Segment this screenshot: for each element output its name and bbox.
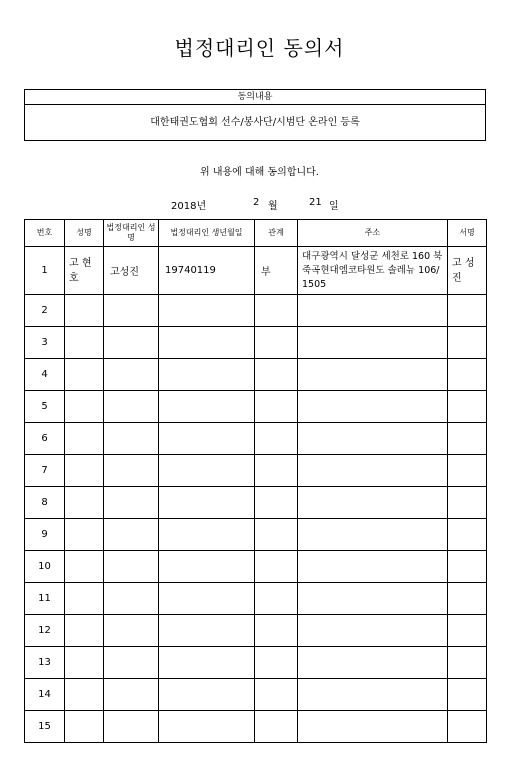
header-guardian-birthdate: 법정대리인 생년월일 [159, 220, 255, 247]
relation-cell [255, 519, 298, 551]
table-row [25, 583, 487, 615]
guardian-name-cell: 고성진 [104, 247, 159, 295]
row-number: 15 [25, 711, 65, 743]
relation-cell: 부 [255, 247, 298, 295]
relation-cell [255, 615, 298, 647]
guardian-name-cell [104, 519, 159, 551]
student-name-cell [65, 551, 104, 583]
signature-cell [448, 551, 487, 583]
address-cell [298, 327, 448, 359]
row-number: 9 [25, 519, 65, 551]
guardian-birthdate-cell [159, 583, 255, 615]
signature-cell [448, 295, 487, 327]
guardian-name-cell [104, 295, 159, 327]
table-row [25, 295, 487, 327]
guardian-birthdate-cell [159, 391, 255, 423]
row-number: 12 [25, 615, 65, 647]
date-year: 2018년 [171, 201, 207, 212]
guardian-name-cell [104, 583, 159, 615]
guardian-birthdate-cell [159, 711, 255, 743]
guardian-name-cell [104, 487, 159, 519]
guardian-birthdate-cell [159, 615, 255, 647]
signature-cell [448, 391, 487, 423]
table-row [25, 327, 487, 359]
address-cell [298, 487, 448, 519]
guardian-name-cell [104, 647, 159, 679]
table-row [25, 423, 487, 455]
relation-cell [255, 711, 298, 743]
table-row [25, 455, 487, 487]
guardian-birthdate-cell [159, 455, 255, 487]
table-row [25, 391, 487, 423]
guardian-name-cell [104, 359, 159, 391]
row-number: 14 [25, 679, 65, 711]
guardian-birthdate-cell [159, 487, 255, 519]
guardian-birthdate-cell [159, 679, 255, 711]
relation-cell [255, 679, 298, 711]
guardian-name-cell [104, 711, 159, 743]
relation-cell [255, 327, 298, 359]
guardian-name-cell [104, 327, 159, 359]
student-name-cell: 고 현 호 [65, 247, 104, 295]
date-month: 2 [253, 197, 260, 208]
student-name-cell [65, 423, 104, 455]
table-row [25, 615, 487, 647]
student-name-cell [65, 679, 104, 711]
address-cell [298, 647, 448, 679]
guardian-table [24, 219, 487, 743]
student-name-cell [65, 391, 104, 423]
address-cell [298, 455, 448, 487]
guardian-birthdate-cell: 19740119 [159, 247, 255, 295]
relation-cell [255, 359, 298, 391]
relation-cell [255, 423, 298, 455]
signature-cell [448, 359, 487, 391]
guardian-birthdate-cell [159, 551, 255, 583]
signature-cell [448, 455, 487, 487]
row-number: 10 [25, 551, 65, 583]
header-guardian-name: 법정대리인 성명 [104, 220, 159, 247]
guardian-name-cell [104, 551, 159, 583]
student-name-cell [65, 455, 104, 487]
table-row [25, 359, 487, 391]
table-row [25, 487, 487, 519]
table-header-row [25, 220, 487, 247]
guardian-birthdate-cell [159, 359, 255, 391]
guardian-birthdate-cell [159, 423, 255, 455]
address-cell [298, 295, 448, 327]
guardian-name-cell [104, 391, 159, 423]
signature-cell [448, 647, 487, 679]
row-number: 7 [25, 455, 65, 487]
date-month-unit: 월 [268, 201, 278, 212]
date-day: 21 [309, 197, 322, 208]
address-cell [298, 359, 448, 391]
table-row [25, 679, 487, 711]
table-row [25, 519, 487, 551]
row-number: 13 [25, 647, 65, 679]
signature-cell: 고 성 진 [448, 247, 487, 295]
relation-cell [255, 487, 298, 519]
row-number: 11 [25, 583, 65, 615]
consent-box [24, 89, 486, 141]
relation-cell [255, 295, 298, 327]
relation-cell [255, 455, 298, 487]
relation-cell [255, 391, 298, 423]
header-signature: 서명 [448, 220, 487, 247]
student-name-cell [65, 327, 104, 359]
guardian-birthdate-cell [159, 295, 255, 327]
student-name-cell [65, 615, 104, 647]
student-name-cell [65, 583, 104, 615]
address-cell [298, 391, 448, 423]
header-address: 주소 [298, 220, 448, 247]
signature-cell [448, 583, 487, 615]
consent-header: 동의내용 [25, 90, 485, 105]
table-row [25, 551, 487, 583]
student-name-cell [65, 359, 104, 391]
address-cell [298, 679, 448, 711]
signature-cell [448, 711, 487, 743]
address-cell [298, 423, 448, 455]
guardian-birthdate-cell [159, 327, 255, 359]
signature-cell [448, 519, 487, 551]
header-number: 번호 [25, 220, 65, 247]
guardian-name-cell [104, 423, 159, 455]
row-number: 5 [25, 391, 65, 423]
address-cell [298, 711, 448, 743]
student-name-cell [65, 519, 104, 551]
relation-cell [255, 583, 298, 615]
table-row [25, 711, 487, 743]
signature-cell [448, 327, 487, 359]
address-cell [298, 615, 448, 647]
student-name-cell [65, 295, 104, 327]
row-number: 1 [25, 247, 65, 295]
student-name-cell [65, 647, 104, 679]
date-day-unit: 일 [329, 201, 339, 212]
address-cell: 대구광역시 달성군 세천로 160 북죽곡현대엠코타원도 솔레뉴 106/1505 [298, 247, 448, 295]
student-name-cell [65, 711, 104, 743]
guardian-name-cell [104, 455, 159, 487]
signature-cell [448, 423, 487, 455]
address-cell [298, 519, 448, 551]
relation-cell [255, 551, 298, 583]
guardian-name-cell [104, 679, 159, 711]
relation-cell [255, 647, 298, 679]
row-number: 8 [25, 487, 65, 519]
consent-statement: 위 내용에 대해 동의합니다. [200, 167, 319, 178]
row-number: 6 [25, 423, 65, 455]
consent-content: 대한태권도협회 선수/봉사단/시범단 온라인 등록 [150, 117, 360, 128]
guardian-birthdate-cell [159, 647, 255, 679]
address-cell [298, 551, 448, 583]
row-number: 2 [25, 295, 65, 327]
guardian-name-cell [104, 615, 159, 647]
row-number: 4 [25, 359, 65, 391]
row-number: 3 [25, 327, 65, 359]
document-title: 법정대리인 동의서 [174, 36, 345, 60]
signature-cell [448, 487, 487, 519]
table-row [25, 647, 487, 679]
header-relation: 관계 [255, 220, 298, 247]
header-name: 성명 [65, 220, 104, 247]
guardian-birthdate-cell [159, 519, 255, 551]
signature-cell [448, 615, 487, 647]
table-row [25, 247, 487, 295]
address-cell [298, 583, 448, 615]
student-name-cell [65, 487, 104, 519]
signature-cell [448, 679, 487, 711]
